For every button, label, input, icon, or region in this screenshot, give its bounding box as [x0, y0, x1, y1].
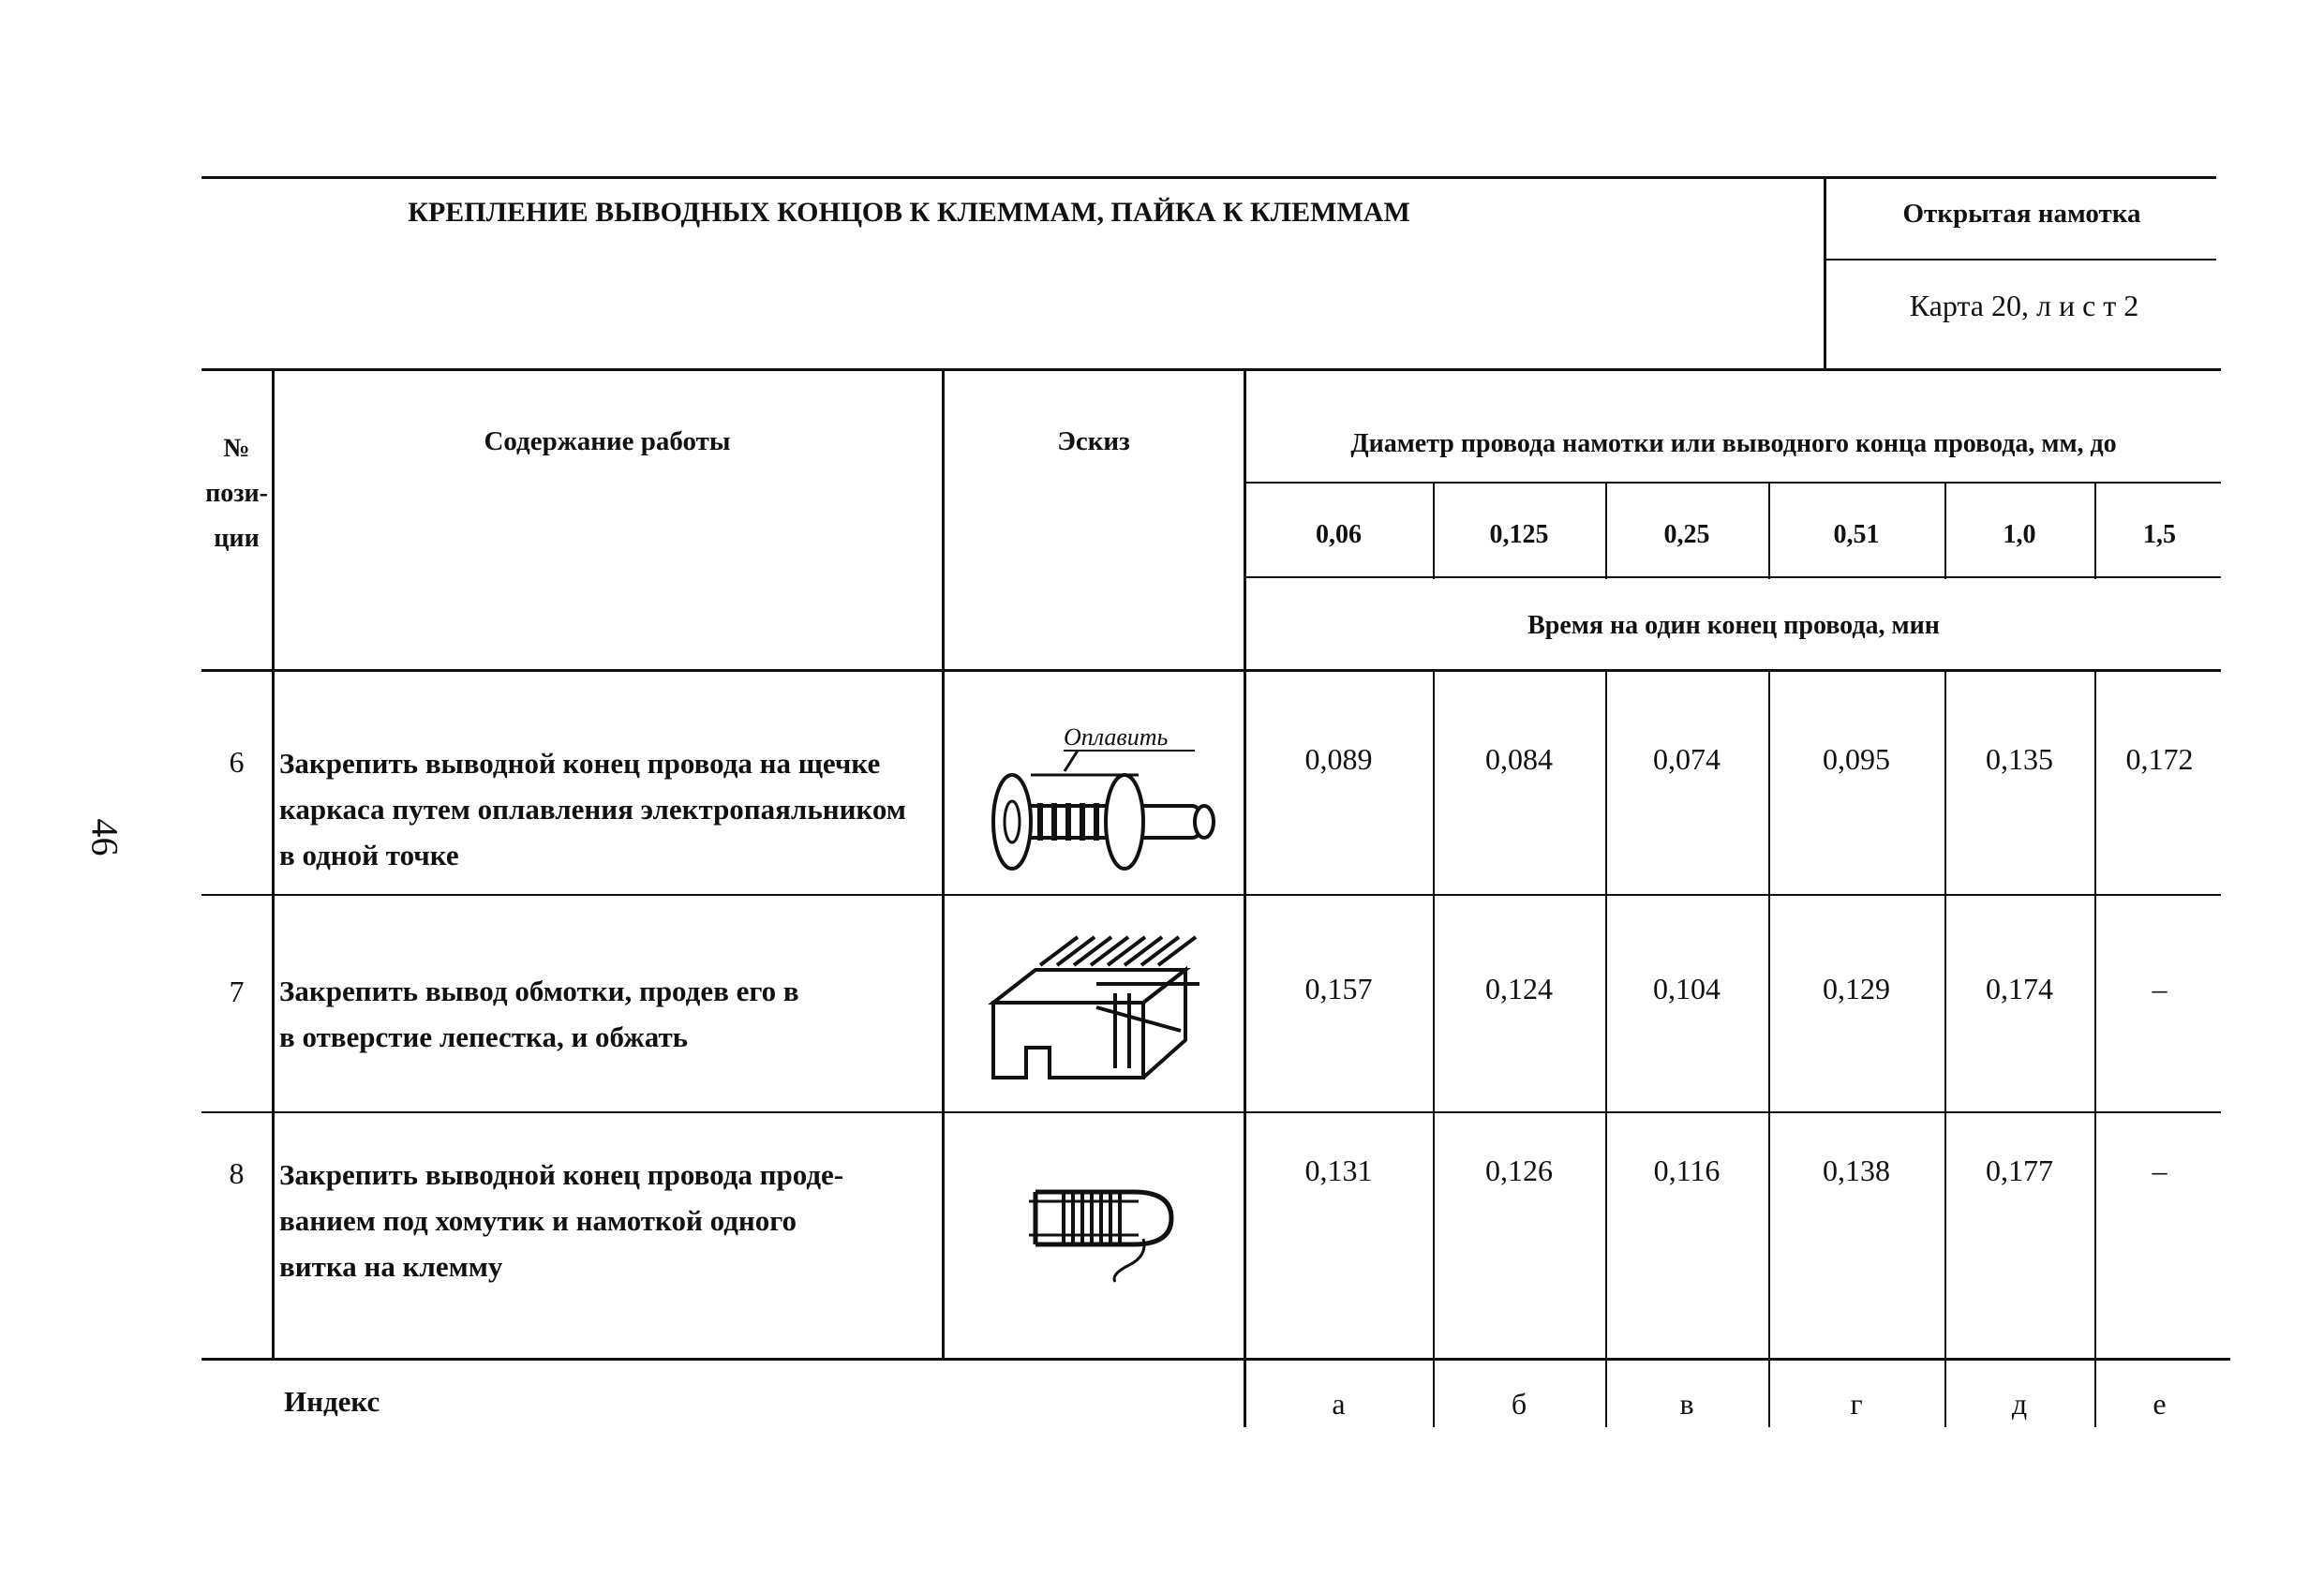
category-rule: [1824, 259, 2216, 261]
row-8-value-e: 0,177: [1986, 1154, 2053, 1187]
page-number: 46: [83, 818, 127, 856]
diameter-4: 1,0: [2003, 520, 2036, 549]
index-label: Индекс: [284, 1385, 380, 1418]
index-letter-f: е: [2153, 1387, 2167, 1421]
row-8-value-b: 0,126: [1485, 1154, 1553, 1187]
page-title: КРЕПЛЕНИЕ ВЫВОДНЫХ КОНЦОВ К КЛЕММАМ, ПАЙКА К КЛЕММАМ: [408, 197, 1410, 228]
col-line-num: [272, 368, 275, 1360]
diameter-5: 1,5: [2143, 520, 2176, 549]
col-header-content: Содержание работы: [484, 426, 731, 456]
diameter-3: 0,51: [1833, 520, 1880, 549]
table-bottom-rule: [201, 1358, 2230, 1361]
row-8-value-a: 0,131: [1304, 1154, 1373, 1187]
col-header-time: Время на один конец провода, мин: [1527, 611, 1940, 640]
index-letter-d: г: [1850, 1387, 1863, 1421]
row-6-number: 6: [229, 745, 245, 779]
row-7-bottom-rule: [201, 1111, 2221, 1113]
row-7-description: Закрепить вывод обмотки, продев его в в отверстие лепестка, и обжать: [279, 975, 799, 1053]
col-header-diameter: Диаметр провода намотки или выводного конца провода, мм, до: [1350, 429, 2117, 458]
row-7-value-b: 0,124: [1485, 972, 1553, 1005]
row-6-value-c: 0,074: [1653, 742, 1721, 776]
diameter-1: 0,125: [1489, 520, 1549, 549]
row-6-value-e: 0,135: [1986, 742, 2053, 776]
row-8-value-f: –: [2152, 1154, 2168, 1187]
row-6-value-a: 0,089: [1304, 742, 1373, 776]
row-6-bottom-rule: [201, 894, 2221, 896]
row-6-value-b: 0,084: [1485, 742, 1553, 776]
index-letter-c: в: [1679, 1387, 1694, 1421]
sketch-label-melt: Оплавить: [1064, 723, 1169, 751]
row-7-value-f: –: [2152, 972, 2168, 1005]
row-8-description: Закрепить выводной конец провода проде- ванием под хомутик и намоткой одного витка на клемму: [279, 1158, 844, 1283]
row-6-value-f: 0,172: [2125, 742, 2194, 776]
row-6-value-d: 0,095: [1823, 742, 1890, 776]
category-label: Открытая намотка: [1902, 199, 2141, 229]
row-6-description: Закрепить выводной конец провода на щечке каркаса путем оплавления электропаяльником в одной точке: [279, 747, 906, 871]
top-rule: [201, 176, 2216, 179]
header-bottom-rule: [201, 669, 2221, 672]
index-letter-a: а: [1332, 1387, 1346, 1421]
card-label: Карта 20, л и с т 2: [1909, 289, 2139, 322]
diameter-0: 0,06: [1316, 520, 1362, 549]
row-8-value-c: 0,116: [1653, 1154, 1721, 1187]
row-8-value-d: 0,138: [1823, 1154, 1890, 1187]
bobbin-sketch: [975, 717, 1218, 886]
row-7-value-e: 0,174: [1986, 972, 2053, 1005]
title-divider: [1824, 176, 1826, 371]
index-letter-e: д: [2011, 1387, 2028, 1421]
clamp-sketch: [1021, 1171, 1190, 1284]
diameter-rule: [1244, 482, 2221, 484]
row-8-number: 8: [229, 1156, 245, 1190]
row-7-number: 7: [229, 975, 245, 1008]
row-7-value-c: 0,104: [1653, 972, 1721, 1005]
row-7-value-a: 0,157: [1304, 972, 1373, 1005]
diameter-2: 0,25: [1663, 520, 1710, 549]
col-header-sketch: Эскиз: [1057, 426, 1130, 456]
terminal-petal-sketch: [984, 928, 1209, 1092]
diameters-rule: [1244, 576, 2221, 578]
row-7-value-d: 0,129: [1823, 972, 1890, 1005]
index-letter-b: б: [1511, 1387, 1527, 1421]
col-line-content: [942, 368, 945, 1360]
col-header-num: № пози- ции: [205, 434, 268, 553]
table-top-rule: [201, 368, 2221, 371]
